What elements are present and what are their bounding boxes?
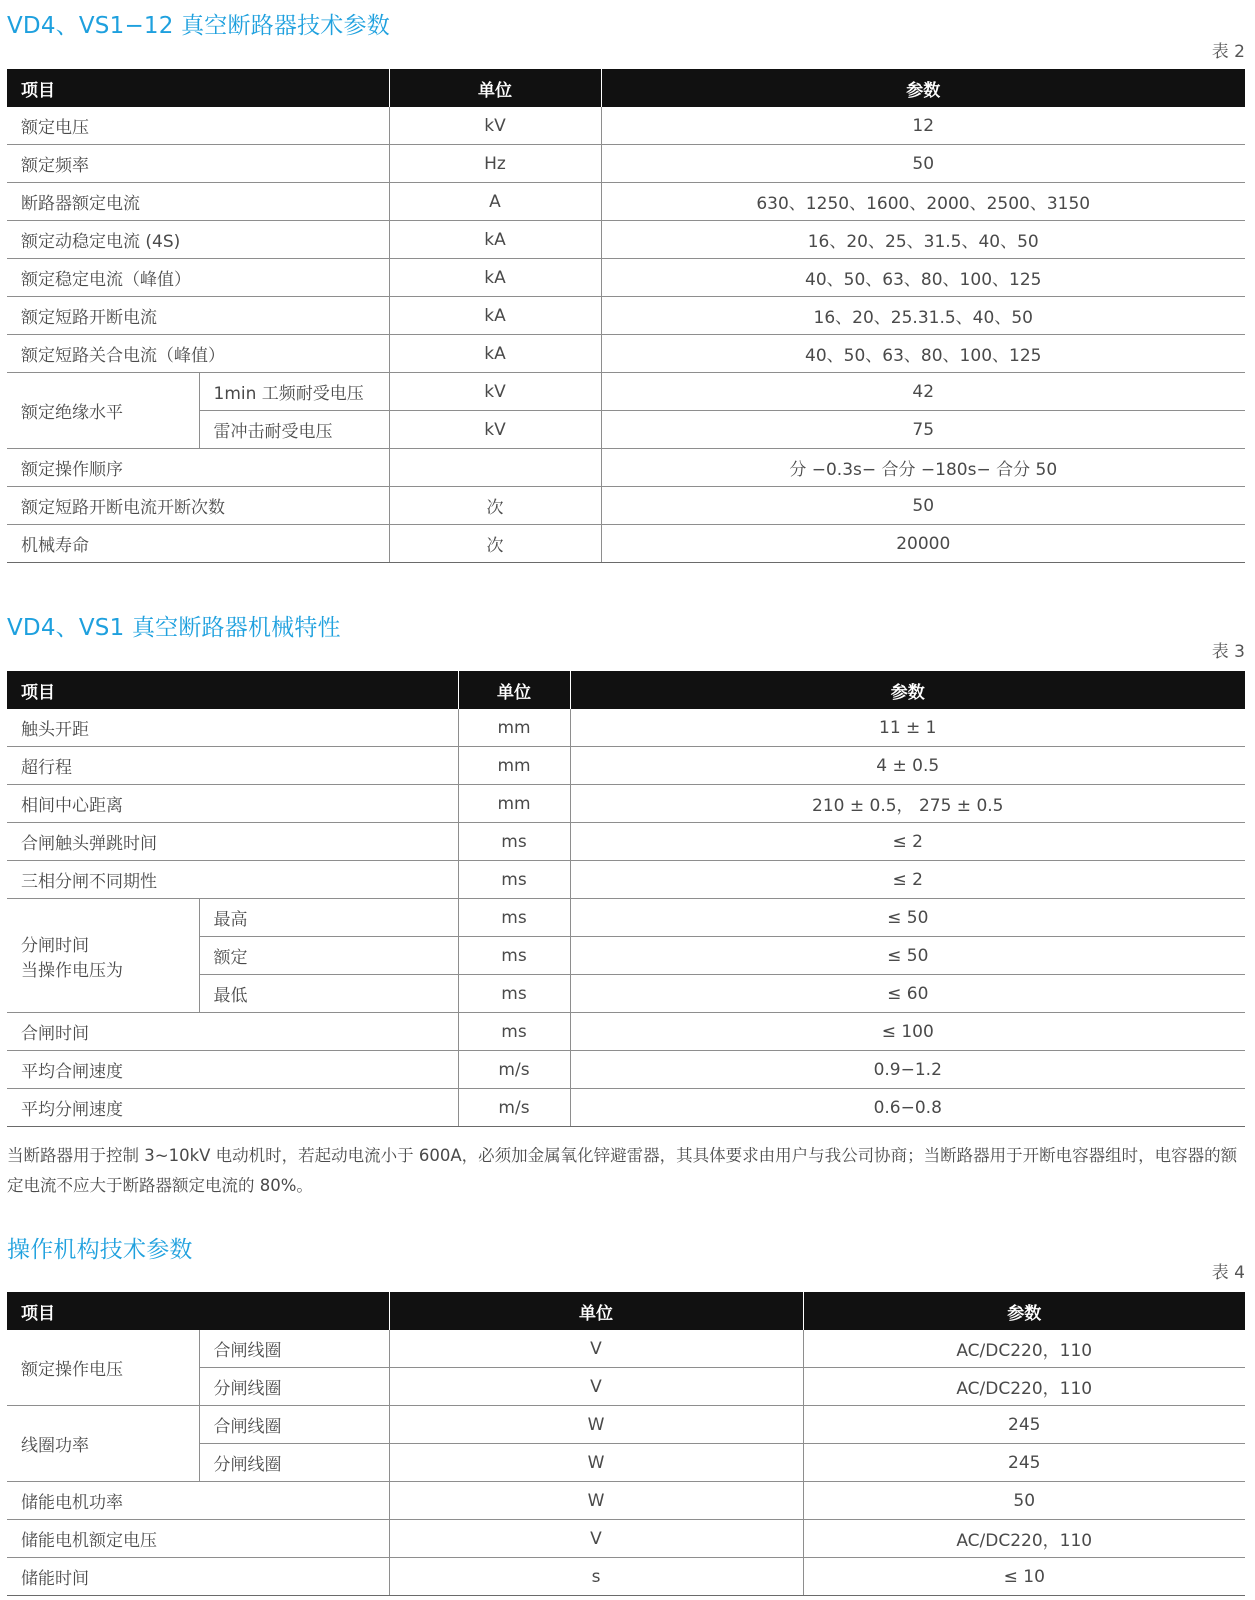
table3 xyxy=(7,671,1245,1127)
table-row xyxy=(7,259,1245,297)
row-unit: ms xyxy=(458,975,570,1013)
row-unit: 次 xyxy=(389,525,601,563)
row-value: ≤ 50 xyxy=(570,937,1245,975)
header-value: 参数 xyxy=(803,1292,1245,1330)
table-row xyxy=(7,525,1245,563)
row-unit: kA xyxy=(389,297,601,335)
header-item: 项目 xyxy=(7,69,389,107)
header-unit: 单位 xyxy=(389,1292,803,1330)
table-row xyxy=(7,145,1245,183)
table-row xyxy=(7,183,1245,221)
table2-label: 表 2 xyxy=(1211,42,1245,62)
header-value: 参数 xyxy=(570,671,1245,709)
row-value: ≤ 100 xyxy=(570,1013,1245,1051)
row-subitem: 最高 xyxy=(199,899,458,937)
row-value: ≤ 60 xyxy=(570,975,1245,1013)
row-unit: kV xyxy=(389,373,601,411)
table-row xyxy=(7,1558,1245,1596)
row-unit: ms xyxy=(458,1013,570,1051)
table-row xyxy=(7,107,1245,145)
table-row xyxy=(7,487,1245,525)
table-row xyxy=(7,221,1245,259)
row-value: 分 −0.3s− 合分 −180s− 合分 50 xyxy=(601,449,1245,487)
row-unit: kV xyxy=(389,411,601,449)
table-row xyxy=(7,1406,1245,1444)
row-value: ≤ 10 xyxy=(803,1558,1245,1596)
row-unit: kA xyxy=(389,221,601,259)
row-unit: ms xyxy=(458,861,570,899)
header-value: 参数 xyxy=(601,69,1245,107)
row-subitem: 分闸线圈 xyxy=(199,1368,389,1406)
row-subitem: 分闸线圈 xyxy=(199,1444,389,1482)
group-label-operating-voltage: 额定操作电压 xyxy=(7,1330,199,1406)
group-label-opening-time xyxy=(7,899,199,1013)
row-value: 0.6−0.8 xyxy=(570,1089,1245,1127)
footnote: 当断路器用于控制 3~10kV 电动机时，若起动电流小于 600A，必须加金属氧化锌避雷器，其具体要求由用户与我公司协商；当断路器用于开断电容器组时，电容器的额定电流不应大于断路器额定电流的 80%。 xyxy=(7,1146,1238,1195)
row-value: 0.9−1.2 xyxy=(570,1051,1245,1089)
row-item: 额定操作顺序 xyxy=(7,449,389,487)
table4-title: 操作机构技术参数 xyxy=(7,1237,193,1263)
row-item: 额定短路关合电流（峰值） xyxy=(7,335,389,373)
table-row xyxy=(7,709,1245,747)
header-item: 项目 xyxy=(7,671,458,709)
row-item: 储能时间 xyxy=(7,1558,389,1596)
row-value: 42 xyxy=(601,373,1245,411)
table3-label: 表 3 xyxy=(1211,642,1245,662)
row-item: 相间中心距离 xyxy=(7,785,458,823)
header-unit: 单位 xyxy=(389,69,601,107)
row-unit: V xyxy=(389,1520,803,1558)
row-item: 额定频率 xyxy=(7,145,389,183)
table-row xyxy=(7,1330,1245,1368)
row-value: 245 xyxy=(803,1406,1245,1444)
table-row xyxy=(7,373,1245,411)
row-value: 20000 xyxy=(601,525,1245,563)
table-row xyxy=(7,1051,1245,1089)
group-label-line1: 分闸时间 xyxy=(21,935,89,956)
table-row xyxy=(7,449,1245,487)
row-unit: mm xyxy=(458,785,570,823)
table-header-row xyxy=(7,1292,1245,1330)
row-item: 机械寿命 xyxy=(7,525,389,563)
row-item: 额定稳定电流（峰值） xyxy=(7,259,389,297)
table-header-row xyxy=(7,671,1245,709)
row-value: 4 ± 0.5 xyxy=(570,747,1245,785)
row-unit: kV xyxy=(389,107,601,145)
row-unit: V xyxy=(389,1368,803,1406)
row-item: 平均分闸速度 xyxy=(7,1089,458,1127)
header-unit: 单位 xyxy=(458,671,570,709)
table-row xyxy=(7,861,1245,899)
table-row xyxy=(7,747,1245,785)
row-value: 210 ± 0.5， 275 ± 0.5 xyxy=(570,785,1245,823)
row-unit: ms xyxy=(458,937,570,975)
table-row xyxy=(7,1520,1245,1558)
row-unit: s xyxy=(389,1558,803,1596)
row-subitem: 合闸线圈 xyxy=(199,1406,389,1444)
row-unit: kA xyxy=(389,335,601,373)
table4-label: 表 4 xyxy=(1211,1263,1245,1283)
row-value: ≤ 2 xyxy=(570,823,1245,861)
row-subitem: 1min 工频耐受电压 xyxy=(199,373,389,411)
row-item: 合闸触头弹跳时间 xyxy=(7,823,458,861)
table2-title: VD4、VS1−12 真空断路器技术参数 xyxy=(7,13,390,39)
row-unit: mm xyxy=(458,747,570,785)
row-value: 40、50、63、80、100、125 xyxy=(601,335,1245,373)
row-item: 断路器额定电流 xyxy=(7,183,389,221)
row-value: 50 xyxy=(601,487,1245,525)
row-item: 额定电压 xyxy=(7,107,389,145)
group-label-line2: 当操作电压为 xyxy=(21,960,123,981)
row-item: 合闸时间 xyxy=(7,1013,458,1051)
row-unit: A xyxy=(389,183,601,221)
row-unit: W xyxy=(389,1444,803,1482)
row-item: 超行程 xyxy=(7,747,458,785)
header-item: 项目 xyxy=(7,1292,389,1330)
row-unit: kA xyxy=(389,259,601,297)
row-unit: Hz xyxy=(389,145,601,183)
row-unit: ms xyxy=(458,899,570,937)
row-subitem: 额定 xyxy=(199,937,458,975)
row-item: 额定短路开断电流开断次数 xyxy=(7,487,389,525)
table-row xyxy=(7,823,1245,861)
row-unit: V xyxy=(389,1330,803,1368)
row-subitem: 最低 xyxy=(199,975,458,1013)
row-value: 50 xyxy=(601,145,1245,183)
table-row xyxy=(7,1089,1245,1127)
table3-title: VD4、VS1 真空断路器机械特性 xyxy=(7,615,341,641)
row-value: ≤ 50 xyxy=(570,899,1245,937)
row-value: 16、20、25.31.5、40、50 xyxy=(601,297,1245,335)
row-unit: 次 xyxy=(389,487,601,525)
row-subitem: 雷冲击耐受电压 xyxy=(199,411,389,449)
row-item: 额定动稳定电流 (4S) xyxy=(7,221,389,259)
row-unit: W xyxy=(389,1406,803,1444)
table2 xyxy=(7,69,1245,563)
row-value: AC/DC220，110 xyxy=(803,1520,1245,1558)
table-row xyxy=(7,297,1245,335)
row-unit xyxy=(389,449,601,487)
table-row xyxy=(7,1013,1245,1051)
row-value: 630、1250、1600、2000、2500、3150 xyxy=(601,183,1245,221)
row-item: 三相分闸不同期性 xyxy=(7,861,458,899)
row-unit: ms xyxy=(458,823,570,861)
table-row xyxy=(7,785,1245,823)
row-item: 额定短路开断电流 xyxy=(7,297,389,335)
row-subitem: 合闸线圈 xyxy=(199,1330,389,1368)
row-item: 储能电机额定电压 xyxy=(7,1520,389,1558)
row-value: ≤ 2 xyxy=(570,861,1245,899)
row-value: AC/DC220，110 xyxy=(803,1330,1245,1368)
row-value: 50 xyxy=(803,1482,1245,1520)
row-item: 平均合闸速度 xyxy=(7,1051,458,1089)
row-value: 12 xyxy=(601,107,1245,145)
table-row xyxy=(7,1482,1245,1520)
row-unit: mm xyxy=(458,709,570,747)
row-unit: m/s xyxy=(458,1051,570,1089)
row-item: 触头开距 xyxy=(7,709,458,747)
row-unit: m/s xyxy=(458,1089,570,1127)
row-value: 11 ± 1 xyxy=(570,709,1245,747)
row-unit: W xyxy=(389,1482,803,1520)
table-header-row xyxy=(7,69,1245,107)
row-value: 245 xyxy=(803,1444,1245,1482)
row-value: AC/DC220，110 xyxy=(803,1368,1245,1406)
row-value: 16、20、25、31.5、40、50 xyxy=(601,221,1245,259)
group-label-coil-power: 线圈功率 xyxy=(7,1406,199,1482)
row-item: 储能电机功率 xyxy=(7,1482,389,1520)
table4 xyxy=(7,1292,1245,1596)
group-label-insulation: 额定绝缘水平 xyxy=(7,373,199,449)
table-row xyxy=(7,335,1245,373)
table-row xyxy=(7,899,1245,937)
row-value: 75 xyxy=(601,411,1245,449)
row-value: 40、50、63、80、100、125 xyxy=(601,259,1245,297)
